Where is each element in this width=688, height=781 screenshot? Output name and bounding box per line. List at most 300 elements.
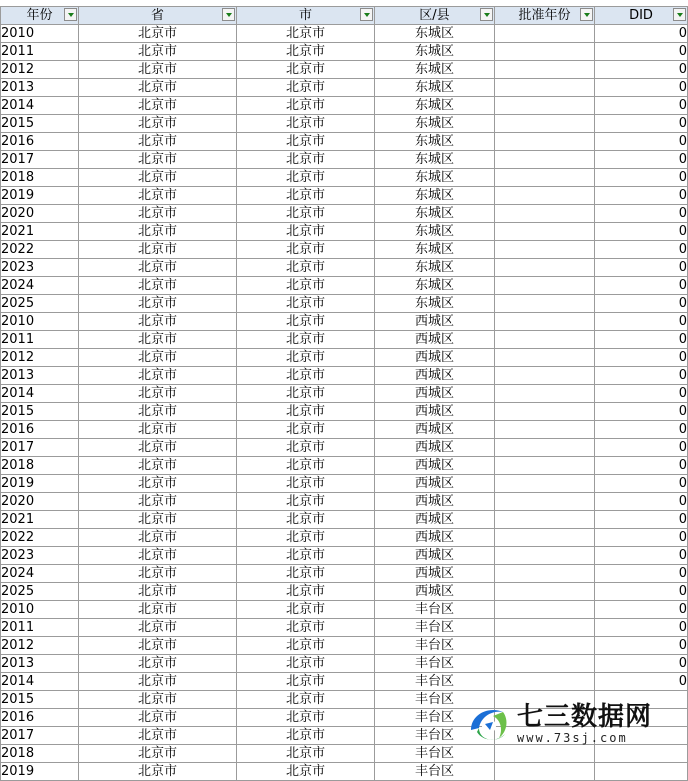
- province-cell[interactable]: 北京市: [79, 277, 237, 295]
- city-cell[interactable]: 北京市: [237, 637, 375, 655]
- province-cell[interactable]: 北京市: [79, 97, 237, 115]
- table-row: [1, 295, 688, 313]
- city-cell[interactable]: 北京市: [237, 205, 375, 223]
- year-cell[interactable]: 2018: [1, 169, 79, 187]
- year-cell[interactable]: 2018: [1, 745, 79, 763]
- district-cell[interactable]: 东城区: [375, 259, 495, 277]
- city-cell[interactable]: 北京市: [237, 151, 375, 169]
- watermark-logo: [463, 699, 663, 749]
- year-cell[interactable]: 2015: [1, 115, 79, 133]
- year-cell[interactable]: 2011: [1, 619, 79, 637]
- did-cell[interactable]: 0: [595, 241, 688, 259]
- did-cell[interactable]: 0: [595, 223, 688, 241]
- district-cell[interactable]: 东城区: [375, 97, 495, 115]
- year-cell[interactable]: 2025: [1, 295, 79, 313]
- province-cell[interactable]: 北京市: [79, 655, 237, 673]
- did-cell[interactable]: 0: [595, 673, 688, 691]
- did-cell[interactable]: 0: [595, 421, 688, 439]
- approval-year-cell[interactable]: [495, 97, 595, 115]
- table-row: [1, 439, 688, 457]
- column-header-label: 批准年份: [518, 8, 571, 23]
- province-cell[interactable]: 北京市: [79, 115, 237, 133]
- city-cell[interactable]: 北京市: [237, 403, 375, 421]
- approval-year-cell[interactable]: [495, 529, 595, 547]
- did-cell[interactable]: 0: [595, 475, 688, 493]
- table-row: [1, 115, 688, 133]
- city-cell[interactable]: 北京市: [237, 709, 375, 727]
- year-cell[interactable]: 2015: [1, 691, 79, 709]
- approval-year-cell[interactable]: [495, 421, 595, 439]
- column-header-city[interactable]: [237, 7, 375, 25]
- did-cell[interactable]: 0: [595, 439, 688, 457]
- district-cell[interactable]: 西城区: [375, 313, 495, 331]
- district-cell[interactable]: 西城区: [375, 403, 495, 421]
- table-row: [1, 133, 688, 151]
- approval-year-cell[interactable]: [495, 259, 595, 277]
- approval-year-cell[interactable]: [495, 655, 595, 673]
- city-cell[interactable]: 北京市: [237, 223, 375, 241]
- logo-swirl-icon: [463, 700, 511, 748]
- year-cell[interactable]: 2011: [1, 331, 79, 349]
- header-row: [1, 7, 688, 25]
- approval-year-cell[interactable]: [495, 457, 595, 475]
- year-cell[interactable]: 2016: [1, 133, 79, 151]
- province-cell[interactable]: 北京市: [79, 259, 237, 277]
- did-cell[interactable]: 0: [595, 25, 688, 43]
- district-cell[interactable]: 东城区: [375, 25, 495, 43]
- district-cell[interactable]: 西城区: [375, 457, 495, 475]
- filter-dropdown-icon[interactable]: [580, 8, 593, 21]
- column-header-province[interactable]: [79, 7, 237, 25]
- province-cell[interactable]: 北京市: [79, 241, 237, 259]
- district-cell[interactable]: 丰台区: [375, 673, 495, 691]
- district-cell[interactable]: 丰台区: [375, 637, 495, 655]
- approval-year-cell[interactable]: [495, 79, 595, 97]
- approval-year-cell[interactable]: [495, 61, 595, 79]
- district-cell[interactable]: 西城区: [375, 331, 495, 349]
- approval-year-cell[interactable]: [495, 43, 595, 61]
- year-cell[interactable]: 2020: [1, 493, 79, 511]
- city-cell[interactable]: 北京市: [237, 241, 375, 259]
- table-row: [1, 223, 688, 241]
- province-cell[interactable]: 北京市: [79, 295, 237, 313]
- city-cell[interactable]: 北京市: [237, 61, 375, 79]
- table-row: [1, 421, 688, 439]
- approval-year-cell[interactable]: [495, 25, 595, 43]
- did-cell[interactable]: 0: [595, 565, 688, 583]
- city-cell[interactable]: 北京市: [237, 97, 375, 115]
- district-cell[interactable]: 东城区: [375, 133, 495, 151]
- approval-year-cell[interactable]: [495, 493, 595, 511]
- year-cell[interactable]: 2019: [1, 763, 79, 781]
- approval-year-cell[interactable]: [495, 151, 595, 169]
- city-cell[interactable]: 北京市: [237, 439, 375, 457]
- year-cell[interactable]: 2024: [1, 565, 79, 583]
- district-cell[interactable]: 西城区: [375, 385, 495, 403]
- province-cell[interactable]: 北京市: [79, 745, 237, 763]
- approval-year-cell[interactable]: [495, 475, 595, 493]
- did-cell[interactable]: 0: [595, 583, 688, 601]
- column-header-label: 年份: [26, 8, 53, 23]
- district-cell[interactable]: 东城区: [375, 115, 495, 133]
- table-row: [1, 403, 688, 421]
- year-cell[interactable]: 2018: [1, 457, 79, 475]
- did-cell[interactable]: 0: [595, 619, 688, 637]
- province-cell[interactable]: 北京市: [79, 133, 237, 151]
- approval-year-cell[interactable]: [495, 619, 595, 637]
- city-cell[interactable]: 北京市: [237, 385, 375, 403]
- table-row: [1, 61, 688, 79]
- approval-year-cell[interactable]: [495, 277, 595, 295]
- did-cell[interactable]: 0: [595, 43, 688, 61]
- province-cell[interactable]: 北京市: [79, 709, 237, 727]
- did-cell[interactable]: 0: [595, 133, 688, 151]
- city-cell[interactable]: 北京市: [237, 367, 375, 385]
- province-cell[interactable]: 北京市: [79, 61, 237, 79]
- did-cell[interactable]: 0: [595, 313, 688, 331]
- year-cell[interactable]: 2017: [1, 151, 79, 169]
- table-row: [1, 583, 688, 601]
- column-header-label: 省: [150, 8, 164, 23]
- filter-dropdown-icon[interactable]: [64, 8, 77, 21]
- province-cell[interactable]: 北京市: [79, 457, 237, 475]
- year-cell[interactable]: 2015: [1, 403, 79, 421]
- year-cell[interactable]: 2020: [1, 205, 79, 223]
- did-cell[interactable]: 0: [595, 367, 688, 385]
- year-cell[interactable]: 2012: [1, 61, 79, 79]
- city-cell[interactable]: 北京市: [237, 295, 375, 313]
- city-cell[interactable]: 北京市: [237, 457, 375, 475]
- province-cell[interactable]: 北京市: [79, 205, 237, 223]
- filter-dropdown-icon[interactable]: [673, 8, 686, 21]
- province-cell[interactable]: 北京市: [79, 673, 237, 691]
- year-cell[interactable]: 2024: [1, 277, 79, 295]
- table-row: [1, 97, 688, 115]
- did-cell[interactable]: 0: [595, 61, 688, 79]
- district-cell[interactable]: 西城区: [375, 349, 495, 367]
- year-cell[interactable]: 2012: [1, 637, 79, 655]
- column-header-did[interactable]: [595, 7, 688, 25]
- city-cell[interactable]: 北京市: [237, 547, 375, 565]
- filter-dropdown-icon[interactable]: [360, 8, 373, 21]
- did-cell[interactable]: 0: [595, 637, 688, 655]
- city-cell[interactable]: 北京市: [237, 529, 375, 547]
- district-cell[interactable]: 丰台区: [375, 727, 495, 745]
- year-cell[interactable]: 2023: [1, 547, 79, 565]
- district-cell[interactable]: 东城区: [375, 43, 495, 61]
- district-cell[interactable]: 西城区: [375, 475, 495, 493]
- year-cell[interactable]: 2011: [1, 43, 79, 61]
- district-cell[interactable]: 东城区: [375, 151, 495, 169]
- table-row: [1, 151, 688, 169]
- approval-year-cell[interactable]: [495, 241, 595, 259]
- province-cell[interactable]: 北京市: [79, 565, 237, 583]
- table-row: [1, 313, 688, 331]
- table-row: [1, 331, 688, 349]
- did-cell[interactable]: 0: [595, 547, 688, 565]
- watermark-url: www.73sj.com: [517, 731, 628, 745]
- city-cell[interactable]: 北京市: [237, 763, 375, 781]
- year-cell[interactable]: 2012: [1, 349, 79, 367]
- district-cell[interactable]: 丰台区: [375, 691, 495, 709]
- approval-year-cell[interactable]: [495, 385, 595, 403]
- province-cell[interactable]: 北京市: [79, 223, 237, 241]
- table-row: [1, 493, 688, 511]
- district-cell[interactable]: 东城区: [375, 61, 495, 79]
- table-row: [1, 205, 688, 223]
- city-cell[interactable]: 北京市: [237, 277, 375, 295]
- year-cell[interactable]: 2013: [1, 79, 79, 97]
- approval-year-cell[interactable]: [495, 115, 595, 133]
- table-row: [1, 367, 688, 385]
- table-row: [1, 277, 688, 295]
- did-cell[interactable]: 0: [595, 259, 688, 277]
- province-cell[interactable]: 北京市: [79, 169, 237, 187]
- city-cell[interactable]: 北京市: [237, 313, 375, 331]
- city-cell[interactable]: 北京市: [237, 727, 375, 745]
- year-cell[interactable]: 2013: [1, 367, 79, 385]
- did-cell[interactable]: 0: [595, 79, 688, 97]
- did-cell[interactable]: 0: [595, 97, 688, 115]
- district-cell[interactable]: 丰台区: [375, 763, 495, 781]
- approval-year-cell[interactable]: [495, 349, 595, 367]
- did-cell[interactable]: 0: [595, 331, 688, 349]
- city-cell[interactable]: 北京市: [237, 79, 375, 97]
- year-cell[interactable]: 2014: [1, 385, 79, 403]
- did-cell[interactable]: 0: [595, 187, 688, 205]
- did-cell[interactable]: 0: [595, 601, 688, 619]
- year-cell[interactable]: 2017: [1, 439, 79, 457]
- did-cell[interactable]: 0: [595, 493, 688, 511]
- city-cell[interactable]: 北京市: [237, 565, 375, 583]
- year-cell[interactable]: 2023: [1, 259, 79, 277]
- province-cell[interactable]: 北京市: [79, 349, 237, 367]
- province-cell[interactable]: 北京市: [79, 475, 237, 493]
- table-row: [1, 565, 688, 583]
- province-cell[interactable]: 北京市: [79, 619, 237, 637]
- province-cell[interactable]: 北京市: [79, 331, 237, 349]
- approval-year-cell[interactable]: [495, 583, 595, 601]
- year-cell[interactable]: 2010: [1, 313, 79, 331]
- city-cell[interactable]: 北京市: [237, 745, 375, 763]
- table-row: [1, 511, 688, 529]
- province-cell[interactable]: 北京市: [79, 529, 237, 547]
- year-cell[interactable]: 2019: [1, 187, 79, 205]
- district-cell[interactable]: 西城区: [375, 421, 495, 439]
- year-cell[interactable]: 2021: [1, 511, 79, 529]
- column-header-year[interactable]: [1, 7, 79, 25]
- spreadsheet-table: [0, 6, 688, 781]
- year-cell[interactable]: 2014: [1, 97, 79, 115]
- district-cell[interactable]: 东城区: [375, 295, 495, 313]
- did-cell[interactable]: 0: [595, 385, 688, 403]
- table-row: [1, 241, 688, 259]
- table-row: [1, 637, 688, 655]
- approval-year-cell[interactable]: [495, 439, 595, 457]
- district-cell[interactable]: 西城区: [375, 493, 495, 511]
- year-cell[interactable]: 2013: [1, 655, 79, 673]
- table-row: [1, 43, 688, 61]
- year-cell[interactable]: 2014: [1, 673, 79, 691]
- city-cell[interactable]: 北京市: [237, 133, 375, 151]
- province-cell[interactable]: 北京市: [79, 313, 237, 331]
- city-cell[interactable]: 北京市: [237, 583, 375, 601]
- approval-year-cell[interactable]: [495, 223, 595, 241]
- province-cell[interactable]: 北京市: [79, 601, 237, 619]
- did-cell[interactable]: 0: [595, 205, 688, 223]
- district-cell[interactable]: 丰台区: [375, 619, 495, 637]
- province-cell[interactable]: 北京市: [79, 511, 237, 529]
- district-cell[interactable]: 丰台区: [375, 655, 495, 673]
- province-cell[interactable]: 北京市: [79, 385, 237, 403]
- province-cell[interactable]: 北京市: [79, 583, 237, 601]
- column-header-label: DID: [629, 8, 653, 23]
- did-cell[interactable]: 0: [595, 457, 688, 475]
- city-cell[interactable]: 北京市: [237, 331, 375, 349]
- column-header-label: 区/县: [419, 8, 450, 23]
- approval-year-cell[interactable]: [495, 187, 595, 205]
- approval-year-cell[interactable]: [495, 637, 595, 655]
- city-cell[interactable]: 北京市: [237, 259, 375, 277]
- province-cell[interactable]: 北京市: [79, 151, 237, 169]
- table-row: [1, 763, 688, 781]
- approval-year-cell[interactable]: [495, 403, 595, 421]
- table-row: [1, 673, 688, 691]
- column-header-approval-year[interactable]: [495, 7, 595, 25]
- district-cell[interactable]: 丰台区: [375, 709, 495, 727]
- district-cell[interactable]: 东城区: [375, 169, 495, 187]
- province-cell[interactable]: 北京市: [79, 79, 237, 97]
- year-cell[interactable]: 2010: [1, 601, 79, 619]
- city-cell[interactable]: 北京市: [237, 691, 375, 709]
- watermark-title: 七三数据网: [517, 702, 653, 732]
- table-row: [1, 349, 688, 367]
- approval-year-cell[interactable]: [495, 565, 595, 583]
- table-row: [1, 25, 688, 43]
- year-cell[interactable]: 2022: [1, 241, 79, 259]
- year-cell[interactable]: 2010: [1, 25, 79, 43]
- city-cell[interactable]: 北京市: [237, 421, 375, 439]
- table-row: [1, 385, 688, 403]
- province-cell[interactable]: 北京市: [79, 25, 237, 43]
- city-cell[interactable]: 北京市: [237, 475, 375, 493]
- city-cell[interactable]: 北京市: [237, 349, 375, 367]
- did-cell[interactable]: 0: [595, 511, 688, 529]
- district-cell[interactable]: 丰台区: [375, 601, 495, 619]
- province-cell[interactable]: 北京市: [79, 493, 237, 511]
- district-cell[interactable]: 东城区: [375, 187, 495, 205]
- district-cell[interactable]: 西城区: [375, 583, 495, 601]
- approval-year-cell[interactable]: [495, 547, 595, 565]
- city-cell[interactable]: 北京市: [237, 673, 375, 691]
- did-cell[interactable]: 0: [595, 349, 688, 367]
- approval-year-cell[interactable]: [495, 601, 595, 619]
- province-cell[interactable]: 北京市: [79, 763, 237, 781]
- province-cell[interactable]: 北京市: [79, 637, 237, 655]
- table-row: [1, 475, 688, 493]
- approval-year-cell[interactable]: [495, 763, 595, 781]
- city-cell[interactable]: 北京市: [237, 493, 375, 511]
- district-cell[interactable]: 西城区: [375, 367, 495, 385]
- approval-year-cell[interactable]: [495, 367, 595, 385]
- district-cell[interactable]: 东城区: [375, 277, 495, 295]
- city-cell[interactable]: 北京市: [237, 511, 375, 529]
- approval-year-cell[interactable]: [495, 511, 595, 529]
- approval-year-cell[interactable]: [495, 205, 595, 223]
- did-cell[interactable]: 0: [595, 115, 688, 133]
- table-row: [1, 169, 688, 187]
- city-cell[interactable]: 北京市: [237, 115, 375, 133]
- year-cell[interactable]: 2016: [1, 421, 79, 439]
- district-cell[interactable]: 西城区: [375, 565, 495, 583]
- city-cell[interactable]: 北京市: [237, 601, 375, 619]
- district-cell[interactable]: 西城区: [375, 547, 495, 565]
- province-cell[interactable]: 北京市: [79, 439, 237, 457]
- year-cell[interactable]: 2022: [1, 529, 79, 547]
- district-cell[interactable]: 东城区: [375, 241, 495, 259]
- approval-year-cell[interactable]: [495, 295, 595, 313]
- city-cell[interactable]: 北京市: [237, 169, 375, 187]
- column-header-label: 市: [298, 8, 312, 23]
- did-cell[interactable]: 0: [595, 529, 688, 547]
- district-cell[interactable]: 丰台区: [375, 745, 495, 763]
- year-cell[interactable]: 2017: [1, 727, 79, 745]
- district-cell[interactable]: 西城区: [375, 439, 495, 457]
- year-cell[interactable]: 2025: [1, 583, 79, 601]
- did-cell[interactable]: [595, 763, 688, 781]
- province-cell[interactable]: 北京市: [79, 403, 237, 421]
- province-cell[interactable]: 北京市: [79, 187, 237, 205]
- district-cell[interactable]: 东城区: [375, 205, 495, 223]
- filter-dropdown-icon[interactable]: [222, 8, 235, 21]
- district-cell[interactable]: 东城区: [375, 79, 495, 97]
- column-header-district[interactable]: [375, 7, 495, 25]
- did-cell[interactable]: 0: [595, 295, 688, 313]
- city-cell[interactable]: 北京市: [237, 655, 375, 673]
- approval-year-cell[interactable]: [495, 331, 595, 349]
- filter-dropdown-icon[interactable]: [480, 8, 493, 21]
- district-cell[interactable]: 西城区: [375, 511, 495, 529]
- table-row: [1, 619, 688, 637]
- city-cell[interactable]: 北京市: [237, 619, 375, 637]
- city-cell[interactable]: 北京市: [237, 187, 375, 205]
- approval-year-cell[interactable]: [495, 313, 595, 331]
- district-cell[interactable]: 西城区: [375, 529, 495, 547]
- province-cell[interactable]: 北京市: [79, 43, 237, 61]
- province-cell[interactable]: 北京市: [79, 367, 237, 385]
- year-cell[interactable]: 2021: [1, 223, 79, 241]
- year-cell[interactable]: 2016: [1, 709, 79, 727]
- approval-year-cell[interactable]: [495, 169, 595, 187]
- province-cell[interactable]: 北京市: [79, 547, 237, 565]
- did-cell[interactable]: 0: [595, 403, 688, 421]
- table-row: [1, 655, 688, 673]
- table-row: [1, 79, 688, 97]
- city-cell[interactable]: 北京市: [237, 25, 375, 43]
- did-cell[interactable]: 0: [595, 655, 688, 673]
- province-cell[interactable]: 北京市: [79, 691, 237, 709]
- city-cell[interactable]: 北京市: [237, 43, 375, 61]
- did-cell[interactable]: 0: [595, 169, 688, 187]
- approval-year-cell[interactable]: [495, 133, 595, 151]
- district-cell[interactable]: 东城区: [375, 223, 495, 241]
- year-cell[interactable]: 2019: [1, 475, 79, 493]
- did-cell[interactable]: 0: [595, 277, 688, 295]
- approval-year-cell[interactable]: [495, 673, 595, 691]
- province-cell[interactable]: 北京市: [79, 727, 237, 745]
- province-cell[interactable]: 北京市: [79, 421, 237, 439]
- did-cell[interactable]: 0: [595, 151, 688, 169]
